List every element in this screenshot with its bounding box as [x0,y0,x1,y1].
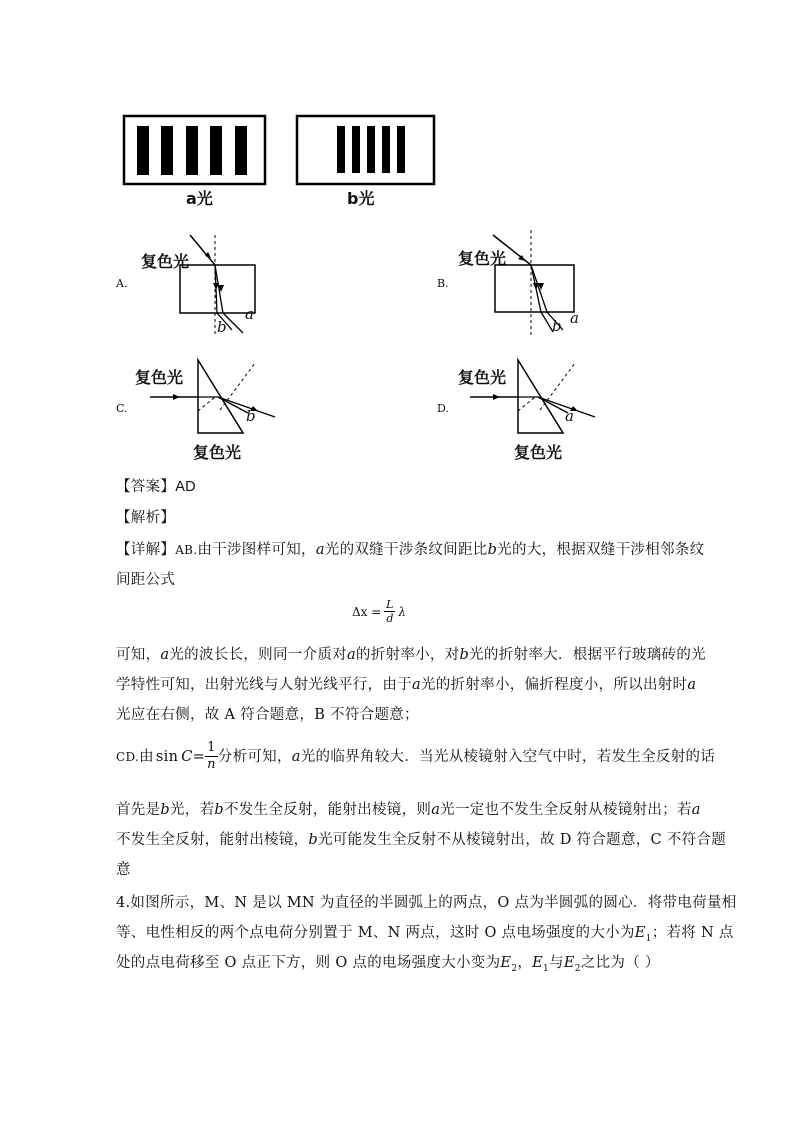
question4-line2: 等、电性相反的两个点电荷分别置于 M、N 两点，这时 O 点电场强度的大小为$E_1$；若将 N 点 [116,925,734,944]
analysis-ab-line2: 间距公式 [116,572,176,588]
option-a-letter: A. [116,277,128,290]
analysis-cd-line3: 不发生全反射，能射出棱镜，b光可能发生全反射不从棱镜射出，故 D 符合题意，C 不符合题 [116,832,727,848]
option-d-ray-a: a [565,407,574,425]
question4-line1: 4.如图所示，M、N 是以 MN 为直径的半圆弧上的两点，O 点为半圆弧的圆心．将带电荷量相 [116,895,737,911]
option-d-letter: D. [437,402,449,415]
analysis-ab-line4: 学特性可知，出射光线与人射光线平行，由于a光的折射率小，偏折程度小，所以出射时a [116,677,697,693]
fringe-spacing-formula: Δx = $\frac{L}{d}$ λ [352,598,406,625]
question4-line3: 处的点电荷移至 O 点正下方，则 O 点的电场强度大小变为$E_2$，$E_1$与$E_2$之比为（ ） [116,955,660,974]
analysis-cd-line1: CD. 由 sin C = $\frac{1}{n}$ 分析可知， a 光的临界角较大．当光从棱镜射入空气中时，若发生全反射的话 [116,740,716,772]
option-a-composite-label: 复色光 [141,252,190,271]
option-c-composite-label-top: 复色光 [135,368,184,387]
answer-value: AD [175,479,196,495]
analysis-cd-line4: 意 [116,862,131,878]
option-c-composite-label-bottom: 复色光 [193,443,242,462]
analysis-heading: 【解析】 [116,510,176,526]
answer-line [116,472,196,502]
option-b-letter: B. [437,277,449,290]
option-c-diagram [150,355,290,450]
option-c-ray-b: b [246,407,256,425]
analysis-cd-line2: 首先是b光，若b不发生全反射，能射出棱镜，则a光一定也不发生全反射从棱镜射出；若a [116,802,701,818]
option-b-ray-a: a [570,309,579,327]
option-a-ray-b: b [217,318,227,336]
analysis-ab-line1: 【详解】AB.由干涉图样可知，a光的双缝干涉条纹间距比b光的大，根据双缝干涉相邻条纹 [116,542,705,558]
option-d-diagram [470,355,610,450]
option-c-letter: C. [116,402,128,415]
option-d-composite-label-top: 复色光 [458,368,507,387]
pattern-b-label: b光 [347,189,375,208]
interference-patterns-figure [118,110,448,210]
analysis-ab-line5: 光应在右侧，故 A 符合题意，B 不符合题意； [116,707,419,723]
option-b-composite-label: 复色光 [458,249,507,268]
pattern-a-label: a光 [186,189,213,208]
analysis-ab-line3: 可知，a光的波长长，则同一介质对a的折射率小，对b光的折射率大．根据平行玻璃砖的光 [116,647,706,663]
option-a-ray-a: a [245,305,254,323]
pattern-a [124,116,265,184]
option-d-composite-label-bottom: 复色光 [514,443,563,462]
answer-tag: 【答案】 [116,479,176,495]
option-b-ray-b: b [552,317,562,335]
pattern-b [297,116,434,184]
